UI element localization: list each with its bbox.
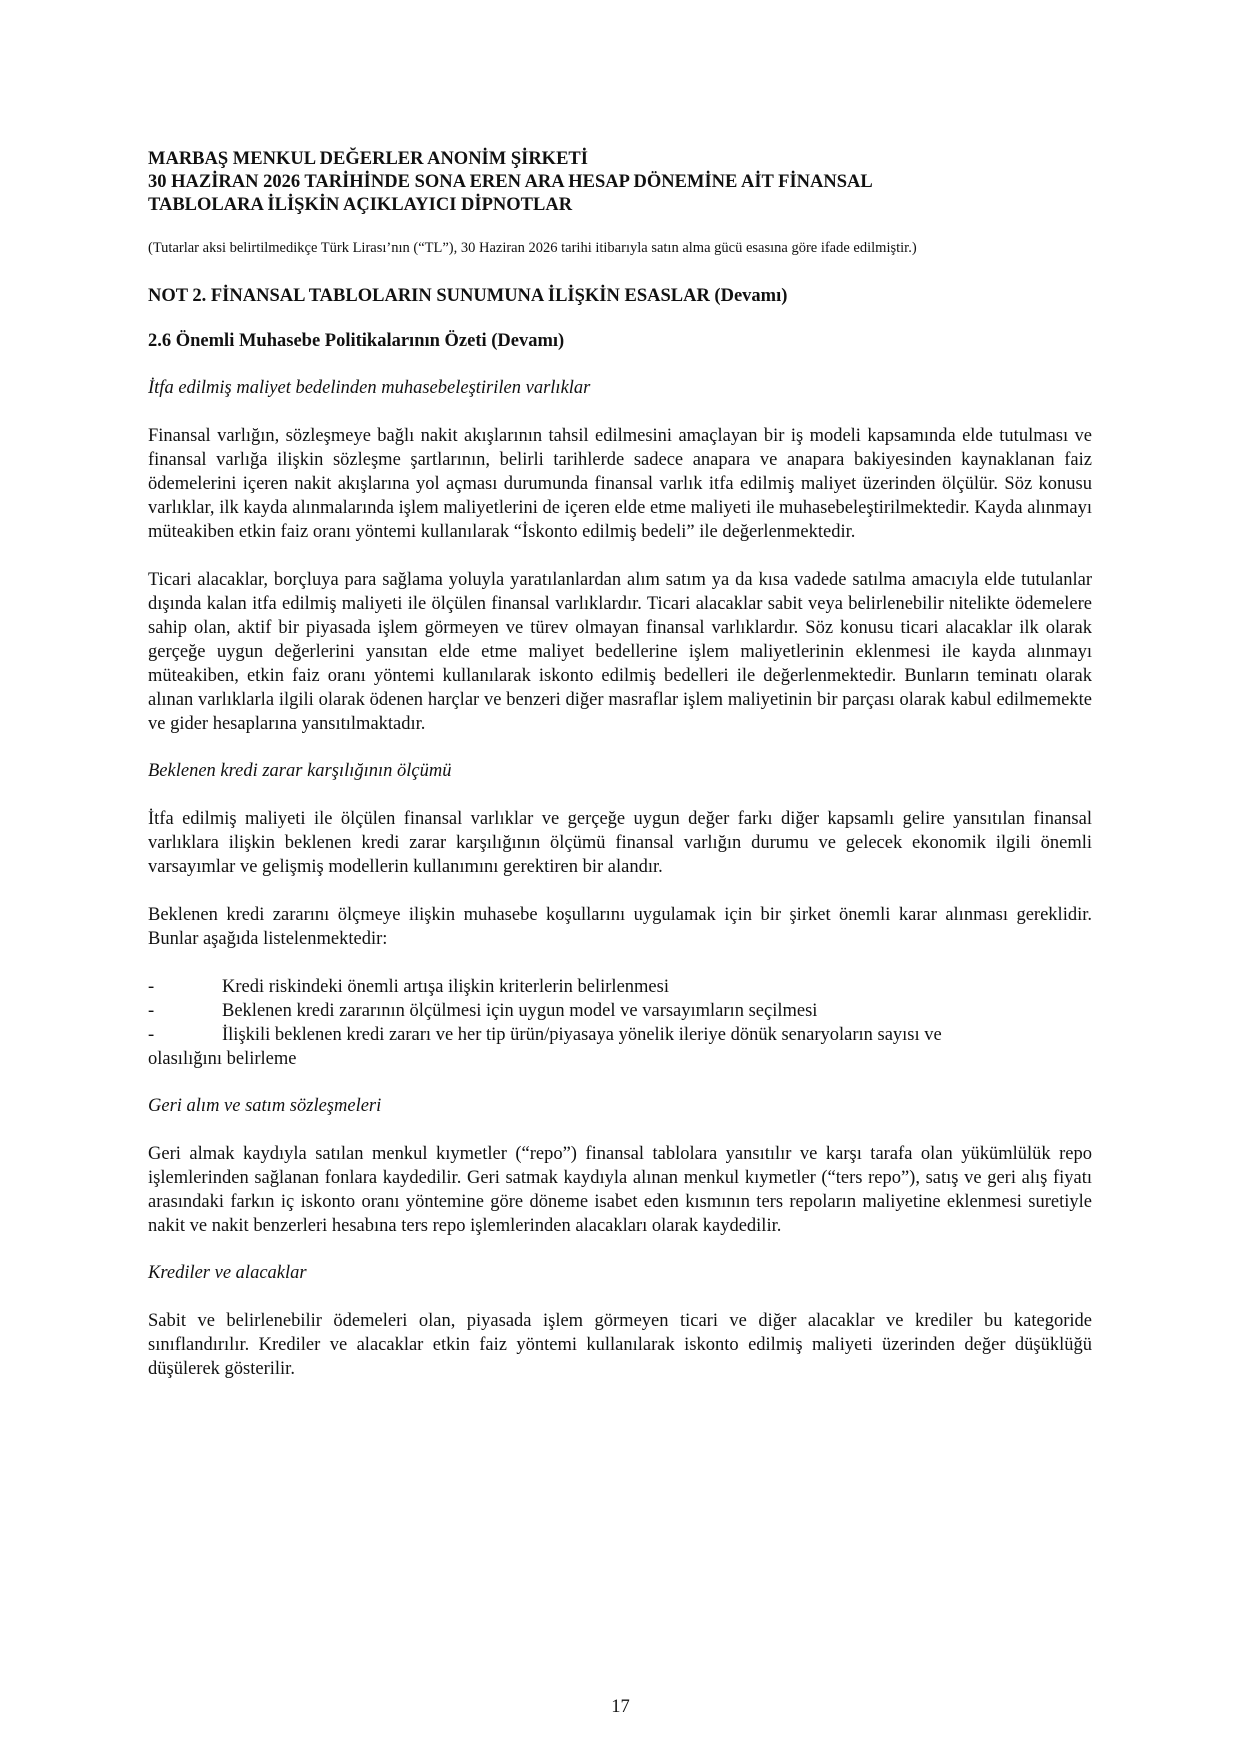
repo-heading: Geri alım ve satım sözleşmeleri	[148, 1096, 382, 1116]
subsection-title: 2.6 Önemli Muhasebe Politikalarının Özeti (Devamı)	[148, 331, 565, 351]
bullet-text: İlişkili beklenen kredi zararı ve her tip ürün/piyasaya yönelik ileriye dönük senaryoların sayısı ve	[222, 1025, 942, 1045]
header-title-line: TABLOLARA İLİŞKİN AÇIKLAYICI DİPNOTLAR	[148, 195, 573, 215]
ecl-paragraph-1: İtfa edilmiş maliyeti ile ölçülen finansal varlıklar ve gerçeğe uygun değer farkı diğer kapsamlı gelire yansıtılan finansal varlıklara ilişkin beklenen kredi zarar karşılığının ölçümü finansal varlığın durumu ve gelecek ekonomik ilgili önemli varsayımlar ve gelişmiş modellerin kullanımını gerektiren bir alandır.	[148, 809, 1092, 877]
ecl-paragraph-2: Beklenen kredi zararını ölçmeye ilişkin muhasebe koşullarını uygulamak için bir şirket önemli karar alınması gereklidir. Bunlar aşağıda listelenmektedir:	[148, 905, 1092, 949]
bullet-dash: -	[148, 1025, 155, 1045]
repo-paragraph: Geri almak kaydıyla satılan menkul kıymetler (“repo”) finansal tablolara yansıtılır ve karşı tarafa olan yükümlülük repo işlemlerinden sağlanan fonlara kaydedilir. Geri satmak kaydıyla alınan menkul kıymetler (“ters repo”), satış ve geri alış fiyatı arasındaki farkın iç iskonto oranı yöntemine göre döneme isabet eden kısmının ters repoların maliyetine eklenmesi suretiyle nakit ve nakit benzerleri hesabına ters repo işlemlerinden alacakları olarak kaydedilir.	[148, 1144, 1092, 1236]
list-item	[148, 1023, 1092, 1047]
section-title: NOT 2. FİNANSAL TABLOLARIN SUNUMUNA İLİŞKİN ESASLAR (Devamı)	[148, 286, 788, 306]
document-header	[148, 148, 1092, 217]
page-number: 17	[611, 1697, 630, 1717]
bullet-continuation-text: olasılığını belirleme	[148, 1049, 297, 1069]
list-item	[148, 975, 1092, 999]
bullet-text: Kredi riskindeki önemli artışa ilişkin kriterlerin belirlenmesi	[222, 977, 669, 997]
header-period-line: 30 HAZİRAN 2026 TARİHİNDE SONA EREN ARA HESAP DÖNEMİNE AİT FİNANSAL	[148, 172, 873, 192]
loans-paragraph: Sabit ve belirlenebilir ödemeleri olan, piyasada işlem görmeyen ticari ve diğer alacaklar ve krediler bu kategoride sınıflandırılır. Krediler ve alacaklar etkin faiz yöntemi kullanılarak iskonto edilmiş maliyeti üzerinden değer düşüklüğü düşülerek gösterilir.	[148, 1311, 1092, 1379]
bullet-text: Beklenen kredi zararının ölçülmesi için uygun model ve varsayımların seçilmesi	[222, 1001, 818, 1021]
bullet-dash: -	[148, 1001, 155, 1021]
document-page	[148, 148, 1092, 1381]
ecl-heading: Beklenen kredi zarar karşılığının ölçümü	[148, 761, 452, 781]
amortized-cost-paragraph-2: Ticari alacaklar, borçluya para sağlama yoluyla yaratılanlardan alım satım ya da kısa vadede satılma amacıyla elde tutulanlar dışında kalan itfa edilmiş maliyeti ile ölçülen finansal varlıklardır. Ticari alacaklar sabit veya belirlenebilir nitelikte ödemelere sahip olan, aktif bir piyasada işlem görmeyen ve türev olmayan finansal varlıklardır. Söz konusu ticari alacaklar ilk olarak gerçeğe uygun değerlerini yansıtan elde etme maliyet bedellerine işlem maliyetlerinin eklenmesi ile kayda alınmayı müteakiben, etkin faiz oranı yöntemi kullanılarak iskonto edilmiş bedelleri ile değerlenmektedir. Bunların teminatı olarak alınan varlıklarla ilgili olarak ödenen harçlar ve benzeri diğer masraflar işlem maliyetinin bir parçası olarak kabul edilmemekte ve gider hesaplarına yansıtılmaktadır.	[148, 570, 1092, 734]
company-name: MARBAŞ MENKUL DEĞERLER ANONİM ŞİRKETİ	[148, 149, 588, 169]
amortized-cost-paragraph-1: Finansal varlığın, sözleşmeye bağlı nakit akışlarının tahsil edilmesini amaçlayan bir iş modeli kapsamında elde tutulması ve finansal varlığa ilişkin sözleşme şartlarının, belirli tarihlerde sadece anapara ve anapara bakiyesinden kaynaklanan faiz ödemelerini içeren nakit akışlarına yol açması durumunda finansal varlık itfa edilmiş maliyet üzerinden ölçülür. Söz konusu varlıklar, ilk kayda alınmalarında işlem maliyetlerini de içeren elde etme maliyeti ile muhasebeleştirilmektedir. Kayda alınmayı müteakiben etkin faiz oranı yöntemi kullanılarak “İskonto edilmiş bedeli” ile değerlenmektedir.	[148, 426, 1092, 542]
ecl-bullet-list	[148, 975, 1092, 1071]
amortized-cost-heading: İtfa edilmiş maliyet bedelinden muhasebeleştirilen varlıklar	[148, 378, 591, 398]
currency-note: (Tutarlar aksi belirtilmedikçe Türk Lirası’nın (“TL”), 30 Haziran 2026 tarihi itibarıyla satın alma gücü esasına göre ifade edilmiştir.)	[148, 240, 917, 256]
bullet-dash: -	[148, 977, 155, 997]
loans-heading: Krediler ve alacaklar	[148, 1263, 307, 1283]
list-item	[148, 999, 1092, 1023]
